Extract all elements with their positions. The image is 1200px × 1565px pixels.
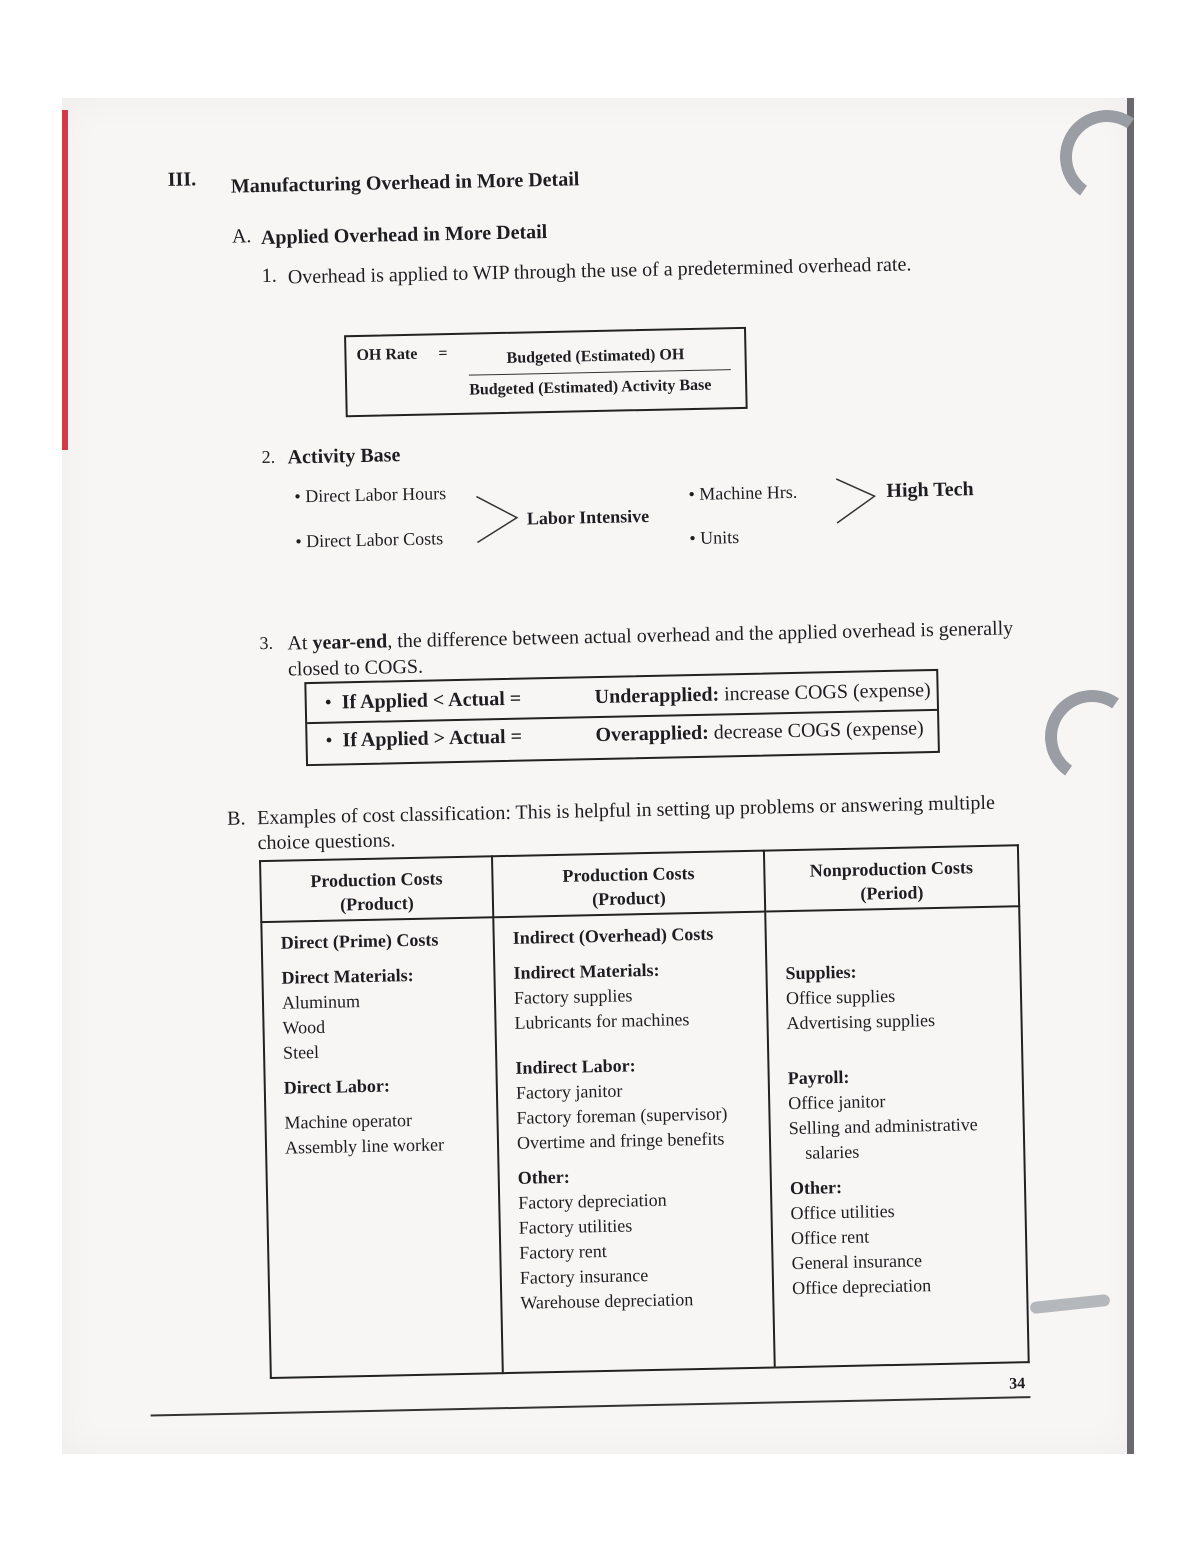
rule-row-2-condition: • If Applied > Actual = bbox=[325, 725, 523, 752]
item-3-number: 3. bbox=[259, 632, 274, 654]
rule-row-1-result-bold: Underapplied: bbox=[594, 683, 720, 709]
list-item: Wood bbox=[282, 1016, 326, 1038]
subsection-b-text-line1: Examples of cost classification: This is helpful in setting up problems or answering multiple bbox=[256, 791, 996, 830]
direct-labor-title: Direct Labor: bbox=[283, 1075, 391, 1098]
list-item: Factory supplies bbox=[513, 985, 633, 1008]
list-item: Office rent bbox=[790, 1226, 870, 1249]
list-item: Advertising supplies bbox=[786, 1010, 936, 1034]
labor-chevron-icon bbox=[472, 490, 523, 551]
list-item: Factory foreman (supervisor) bbox=[516, 1103, 728, 1128]
list-item: Aluminum bbox=[281, 991, 361, 1013]
list-item: Steel bbox=[282, 1041, 320, 1063]
header-col-2-line2: (Product) bbox=[591, 887, 666, 910]
list-item: salaries bbox=[805, 1141, 860, 1163]
formula-fraction-bar bbox=[469, 369, 731, 375]
list-item: Factory janitor bbox=[515, 1080, 623, 1103]
section-title: Manufacturing Overhead in More Detail bbox=[230, 168, 580, 198]
rule-row-1-result bbox=[594, 679, 930, 709]
item-2-title: Activity Base bbox=[287, 444, 401, 469]
header-col-2-line1: Production Costs bbox=[562, 863, 695, 886]
list-item: Office depreciation bbox=[791, 1275, 932, 1299]
header-col-1-line1: Production Costs bbox=[310, 868, 443, 892]
formula-equals: = bbox=[438, 345, 448, 363]
header-col-3 bbox=[764, 845, 1019, 911]
activity-right-bullet-2-text: Units bbox=[699, 527, 740, 548]
activity-left-bullet-2-text: Direct Labor Costs bbox=[305, 528, 444, 552]
list-item: Office janitor bbox=[788, 1091, 886, 1114]
list-item: Lubricants for machines bbox=[514, 1009, 690, 1033]
rule-row-1-condition-text: If Applied < Actual = bbox=[341, 687, 522, 714]
labor-intensive-label: Labor Intensive bbox=[526, 505, 650, 529]
list-item: Office utilities bbox=[790, 1200, 895, 1224]
formula-denominator: Budgeted (Estimated) Activity Base bbox=[469, 376, 712, 399]
item-3-text-pre: At bbox=[287, 631, 313, 655]
footer-rule bbox=[151, 1396, 1031, 1416]
activity-left-bullet-1-text: Direct Labor Hours bbox=[305, 483, 447, 507]
header-col-1-line2: (Product) bbox=[339, 892, 414, 915]
page-number: 34 bbox=[1008, 1375, 1026, 1393]
direct-materials-title: Direct Materials: bbox=[281, 964, 414, 988]
spacer bbox=[784, 915, 1009, 951]
item-2-number: 2. bbox=[261, 446, 276, 468]
cost-classification-table bbox=[259, 844, 1030, 1379]
rule-row-1-condition: • If Applied < Actual = bbox=[324, 687, 522, 714]
item-3-text-bold: year-end bbox=[312, 630, 388, 654]
activity-right-bullet-2: • Units bbox=[689, 527, 740, 549]
section-number: III. bbox=[167, 168, 197, 191]
subsection-b-label: B. bbox=[226, 807, 246, 830]
indirect-costs-category: Indirect (Overhead) Costs bbox=[512, 923, 714, 948]
high-tech-label: High Tech bbox=[886, 478, 974, 502]
subsection-a-title: Applied Overhead in More Detail bbox=[260, 220, 548, 249]
rule-row-2-result-bold: Overapplied: bbox=[595, 721, 710, 747]
list-item: Assembly line worker bbox=[284, 1134, 445, 1158]
payroll-title: Payroll: bbox=[787, 1066, 850, 1089]
rule-row-2-condition-text: If Applied > Actual = bbox=[342, 725, 523, 752]
list-item: Machine operator bbox=[284, 1110, 413, 1133]
list-item: Office supplies bbox=[785, 985, 896, 1009]
list-item: Factory rent bbox=[519, 1240, 607, 1263]
indirect-labor-title: Indirect Labor: bbox=[515, 1055, 636, 1078]
rule-row-2-result-text: decrease COGS (expense) bbox=[708, 717, 924, 744]
hightech-chevron-icon bbox=[832, 472, 883, 533]
header-col-3-line2: (Period) bbox=[860, 882, 924, 904]
rule-row-1-result-text: increase COGS (expense) bbox=[718, 679, 931, 706]
header-col-2 bbox=[492, 851, 765, 918]
activity-left-bullet-2: • Direct Labor Costs bbox=[295, 528, 444, 552]
col-nonproduction-costs bbox=[765, 906, 1028, 1367]
table-body-row bbox=[261, 906, 1028, 1378]
direct-costs-category: Direct (Prime) Costs bbox=[280, 929, 439, 953]
subsection-a-label: A. bbox=[231, 225, 252, 248]
item-3-text bbox=[287, 617, 1013, 655]
header-col-1 bbox=[260, 856, 493, 922]
list-item: Selling and administrative bbox=[788, 1114, 978, 1139]
list-item: Factory utilities bbox=[518, 1215, 633, 1238]
indirect-materials-title: Indirect Materials: bbox=[513, 959, 660, 983]
activity-left-bullet-1: • Direct Labor Hours bbox=[294, 483, 447, 507]
activity-right-bullet-1: • Machine Hrs. bbox=[688, 481, 798, 505]
subsection-b-text-line2: choice questions. bbox=[257, 829, 396, 855]
activity-right-bullet-1-text: Machine Hrs. bbox=[699, 481, 798, 504]
rule-row-2-result bbox=[595, 717, 924, 747]
item-1-text: Overhead is applied to WIP through the use of a predetermined overhead rate. bbox=[287, 253, 912, 289]
item-3-text-line2: closed to COGS. bbox=[287, 655, 424, 681]
oh-rate-formula-box bbox=[344, 327, 748, 417]
list-item: General insurance bbox=[791, 1250, 923, 1274]
header-col-3-line1: Nonproduction Costs bbox=[809, 857, 974, 881]
list-item: Factory insurance bbox=[519, 1265, 649, 1288]
item-3-text-post: , the difference between actual overhead and the applied overhead is generally bbox=[387, 617, 1014, 653]
list-item: Overtime and fringe benefits bbox=[516, 1128, 725, 1153]
list-item: Factory depreciation bbox=[518, 1189, 667, 1213]
nonproduction-other-title: Other: bbox=[789, 1177, 843, 1199]
list-item: Warehouse depreciation bbox=[520, 1289, 694, 1313]
supplies-title: Supplies: bbox=[785, 961, 857, 984]
col-direct-costs bbox=[261, 917, 502, 1378]
indirect-other-title: Other: bbox=[517, 1166, 570, 1188]
formula-lhs: OH Rate bbox=[356, 345, 418, 365]
overhead-rules-table bbox=[304, 669, 940, 766]
formula-numerator: Budgeted (Estimated) OH bbox=[506, 346, 685, 367]
col-indirect-costs bbox=[493, 912, 774, 1374]
item-1-number: 1. bbox=[261, 264, 278, 287]
